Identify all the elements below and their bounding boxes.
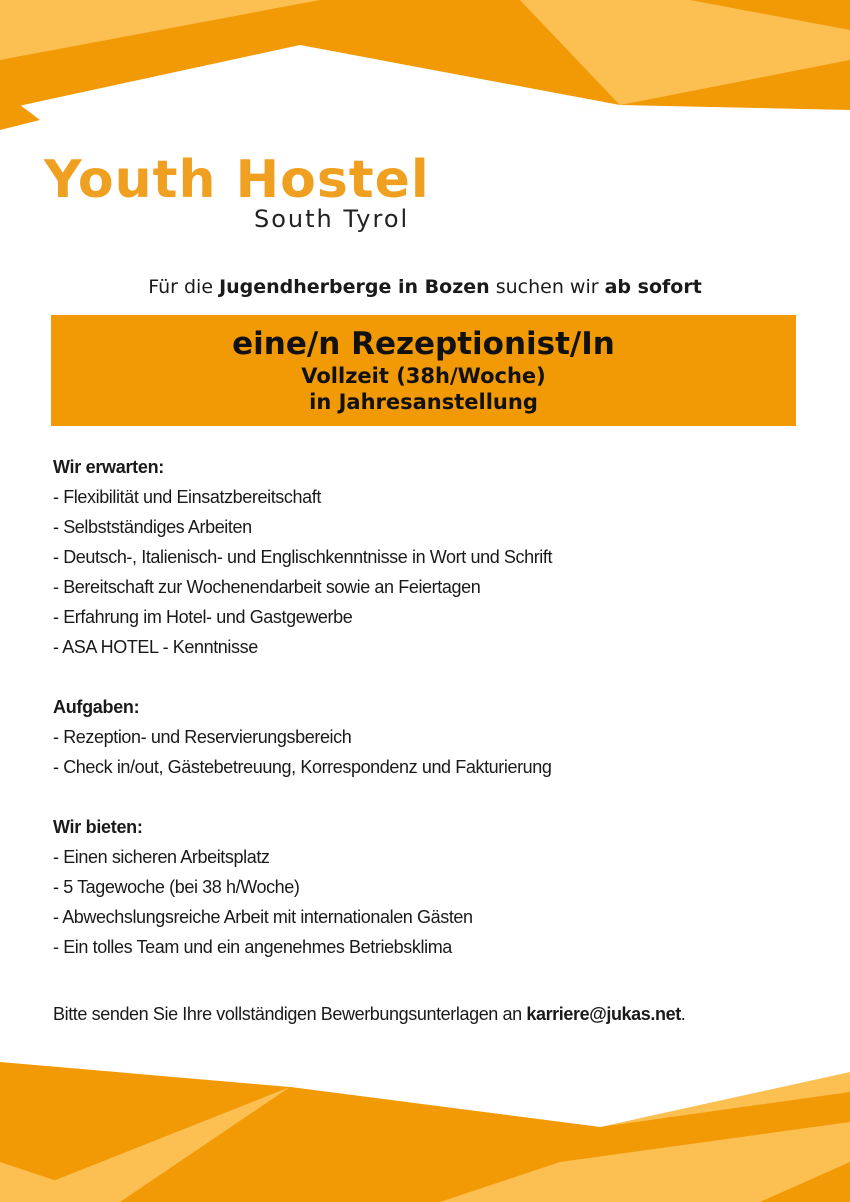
list-item: - Einen sicheren Arbeitsplatz xyxy=(53,847,270,867)
list-item: - 5 Tagewoche (bei 38 h/Woche) xyxy=(53,877,300,897)
list-item: - Abwechslungsreiche Arbeit mit internationalen Gästen xyxy=(53,907,473,927)
top-decoration xyxy=(0,0,850,140)
list-item: - Bereitschaft zur Wochenendarbeit sowie an Feiertagen xyxy=(53,577,481,597)
application-email[interactable]: karriere@jukas.net xyxy=(526,1004,681,1024)
bottom-decoration xyxy=(0,1052,850,1202)
expectations-list xyxy=(53,482,813,662)
job-details xyxy=(53,452,813,1029)
section-title: Aufgaben: xyxy=(53,697,140,717)
offer-list xyxy=(53,842,813,962)
intro-bold-location: Jugendherberge in Bozen xyxy=(219,276,490,298)
application-note xyxy=(53,999,813,1029)
job-contract: in Jahresanstellung xyxy=(309,390,538,414)
list-item: - Erfahrung im Hotel- und Gastgewerbe xyxy=(53,607,353,627)
section-offer xyxy=(53,812,813,962)
list-item: - Rezeption- und Reservierungsbereich xyxy=(53,727,352,747)
list-item: - Flexibilität und Einsatzbereitschaft xyxy=(53,487,321,507)
spacer xyxy=(53,662,813,692)
job-title: eine/n Rezeptionist/In xyxy=(232,326,615,362)
job-title-banner xyxy=(51,315,796,426)
job-hours: Vollzeit (38h/Woche) xyxy=(301,364,546,388)
logo-subtitle: South Tyrol xyxy=(254,205,410,233)
spacer xyxy=(53,782,813,812)
list-item: - Deutsch-, Italienisch- und Englischkenntnisse in Wort und Schrift xyxy=(53,547,553,567)
intro-line xyxy=(0,276,850,298)
section-expectations xyxy=(53,452,813,662)
tasks-list xyxy=(53,722,813,782)
intro-text-1: Für die xyxy=(148,276,220,298)
section-title: Wir bieten: xyxy=(53,817,143,837)
list-item: - ASA HOTEL - Kenntnisse xyxy=(53,637,258,657)
section-tasks xyxy=(53,692,813,782)
logo-title: Youth Hostel xyxy=(44,150,430,210)
list-item: - Ein tolles Team und ein angenehmes Betriebsklima xyxy=(53,937,452,957)
spacer xyxy=(53,962,813,992)
application-text: Bitte senden Sie Ihre vollständigen Bewerbungsunterlagen an xyxy=(53,1004,527,1024)
section-title: Wir erwarten: xyxy=(53,457,164,477)
list-item: - Selbstständiges Arbeiten xyxy=(53,517,252,537)
list-item: - Check in/out, Gästebetreuung, Korrespondenz und Fakturierung xyxy=(53,757,552,777)
intro-text-2: suchen wir xyxy=(489,276,605,298)
logo xyxy=(44,150,444,240)
application-end: . xyxy=(680,1004,686,1024)
intro-bold-start: ab sofort xyxy=(604,276,702,298)
